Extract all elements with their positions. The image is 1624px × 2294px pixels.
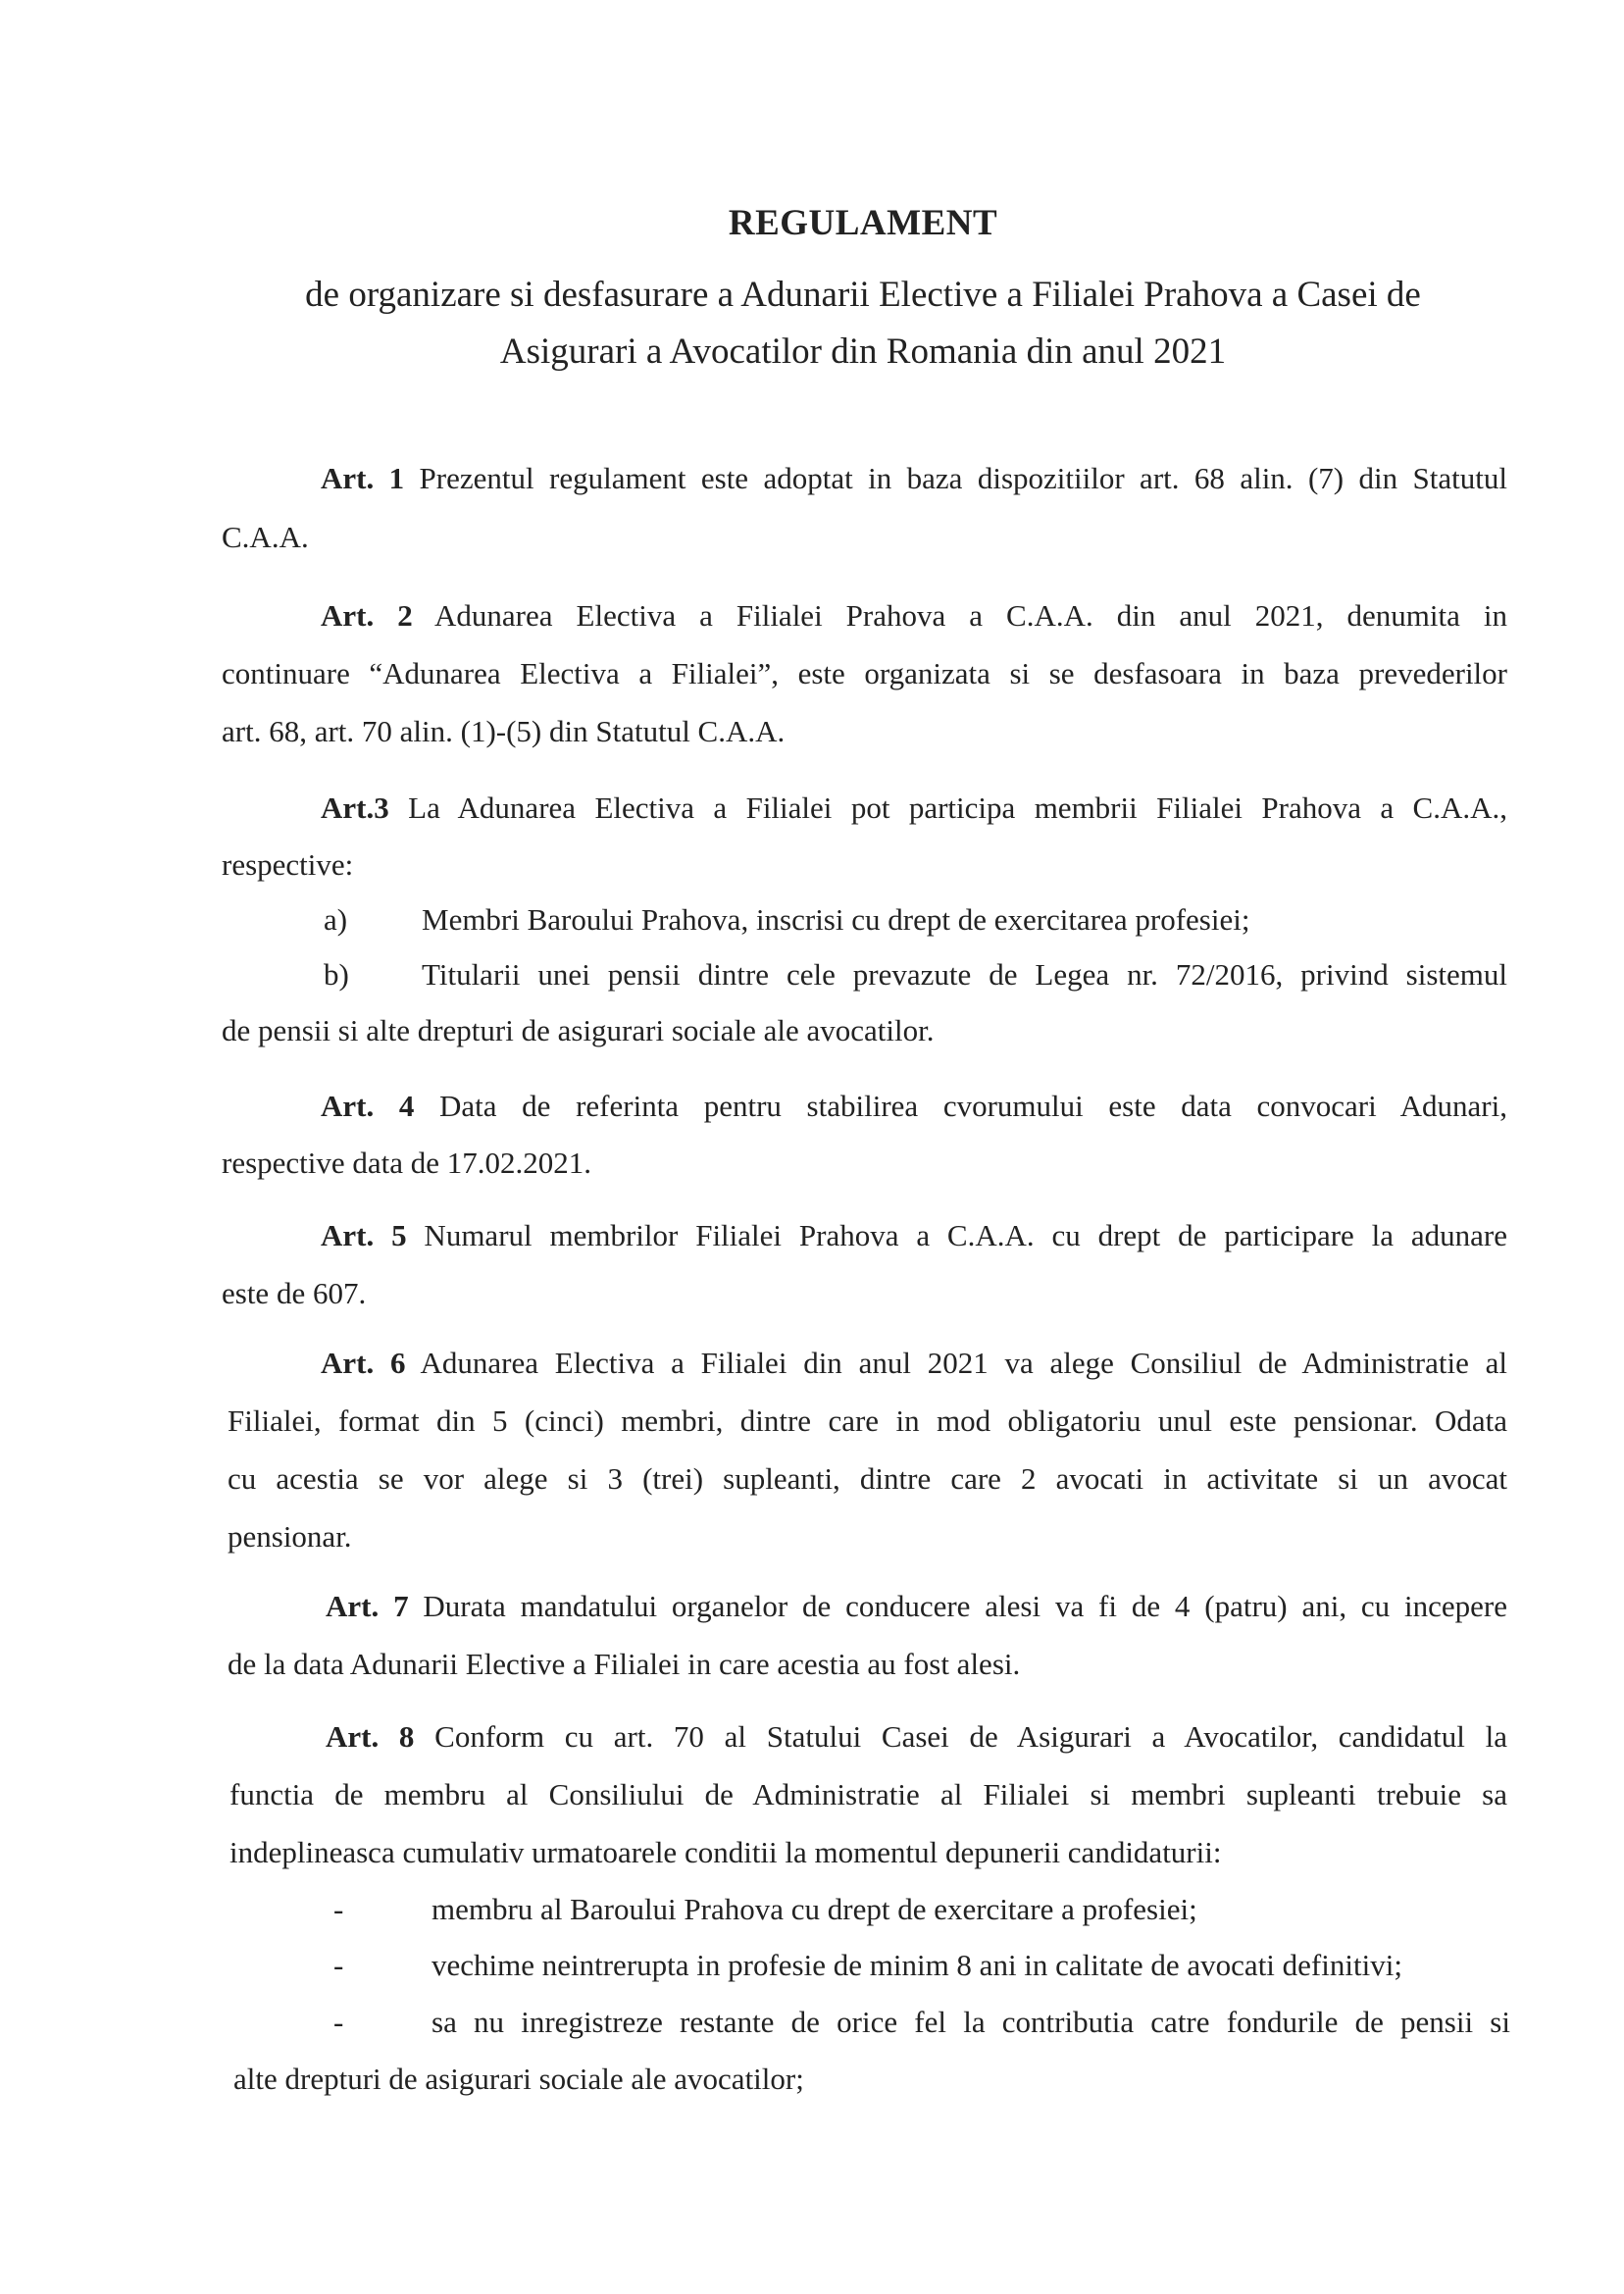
art3-item-a-marker: a): [324, 902, 348, 937]
art3-text-1: La Adunarea Electiva a Filialei pot participa membrii Filialei Prahova a C.A.A.,: [388, 790, 1507, 825]
art8-cond3-dash: -: [333, 2005, 344, 2039]
art1-line-2: C.A.A.: [222, 520, 309, 554]
art2-line-1: [321, 598, 1507, 634]
art8-cond3-cont: alte drepturi de asigurari sociale ale avocatilor;: [233, 2062, 804, 2096]
art3-line-1: [321, 790, 1507, 826]
art1-line-1: [321, 461, 1507, 496]
art5-label: Art. 5: [321, 1218, 407, 1252]
art2-line-2: continuare “Adunarea Electiva a Filialei”, este organizata si se desfasoara in baza prevederilor: [222, 656, 1507, 690]
art6-label: Art. 6: [321, 1346, 406, 1380]
art8-line-1: [326, 1719, 1507, 1755]
art8-text-1: Conform cu art. 70 al Statului Casei de Asigurari a Avocatilor, candidatul la: [414, 1719, 1507, 1754]
art6-text-1: Adunarea Electiva a Filialei din anul 2021 va alege Consiliul de Administratie al: [405, 1346, 1507, 1380]
art3-item-a-text: Membri Baroului Prahova, inscrisi cu drept de exercitarea profesiei;: [422, 902, 1250, 937]
art5-line-2: este de 607.: [222, 1276, 367, 1310]
art2-label: Art. 2: [321, 598, 413, 633]
art4-line-2: respective data de 17.02.2021.: [222, 1146, 592, 1180]
art6-line-3: cu acestia se vor alege si 3 (trei) supleanti, dintre care 2 avocati in activitate si un avocat: [228, 1461, 1507, 1496]
art7-line-1: [326, 1589, 1507, 1624]
art3-item-b-cont: de pensii si alte drepturi de asigurari sociale ale avocatilor.: [222, 1013, 935, 1047]
art3-label: Art.3: [321, 790, 389, 825]
art8-line-3: indeplineasca cumulativ urmatoarele conditii la momentul depunerii candidaturii:: [229, 1835, 1222, 1869]
art1-label: Art. 1: [321, 461, 405, 495]
art1-text-1: Prezentul regulament este adoptat in baza dispozitiilor art. 68 alin. (7) din Statutul: [404, 461, 1507, 495]
subtitle-line-1: de organizare si desfasurare a Adunarii Elective a Filialei Prahova a Casei de: [305, 275, 1421, 315]
art5-text-1: Numarul membrilor Filialei Prahova a C.A.A. cu drept de participare la adunare: [406, 1218, 1507, 1252]
art4-text-1: Data de referinta pentru stabilirea cvorumului este data convocari Adunari,: [414, 1089, 1507, 1123]
art2-text-1: Adunarea Electiva a Filialei Prahova a C.A.A. din anul 2021, denumita in: [412, 598, 1507, 633]
art8-line-2: functia de membru al Consiliului de Administratie al Filialei si membri supleanti trebuie sa: [229, 1777, 1507, 1811]
document-title: REGULAMENT: [728, 203, 998, 243]
art7-text-1: Durata mandatului organelor de conducere alesi va fi de 4 (patru) ani, cu incepere: [408, 1589, 1507, 1623]
art6-line-2: Filialei, format din 5 (cinci) membri, dintre care in mod obligatoriu unul este pensionar. Odata: [228, 1403, 1507, 1438]
art2-line-3: art. 68, art. 70 alin. (1)-(5) din Statutul C.A.A.: [222, 714, 786, 748]
art8-cond3-text: sa nu inregistreze restante de orice fel la contributia catre fondurile de pensii si: [431, 2005, 1510, 2039]
art5-line-1: [321, 1218, 1507, 1253]
art3-item-b-marker: b): [324, 957, 349, 992]
art8-cond2-text: vechime neintrerupta in profesie de minim 8 ani in calitate de avocati definitivi;: [431, 1948, 1402, 1982]
art6-line-1: [321, 1346, 1507, 1381]
art8-cond1-dash: -: [333, 1892, 344, 1926]
art7-label: Art. 7: [326, 1589, 409, 1623]
art6-line-4: pensionar.: [228, 1519, 352, 1554]
subtitle-line-2: Asigurari a Avocatilor din Romania din anul 2021: [499, 331, 1227, 372]
art4-label: Art. 4: [321, 1089, 415, 1123]
art4-line-1: [321, 1089, 1507, 1124]
art7-line-2: de la data Adunarii Elective a Filialei in care acestia au fost alesi.: [228, 1647, 1021, 1681]
art3-item-b-text: Titularii unei pensii dintre cele prevazute de Legea nr. 72/2016, privind sistemul: [422, 957, 1507, 992]
document-subtitle: [196, 267, 1530, 381]
art8-label: Art. 8: [326, 1719, 415, 1754]
art3-line-2: respective:: [222, 847, 354, 882]
art8-cond2-dash: -: [333, 1948, 344, 1982]
art8-cond1-text: membru al Baroului Prahova cu drept de exercitare a profesiei;: [431, 1892, 1197, 1926]
